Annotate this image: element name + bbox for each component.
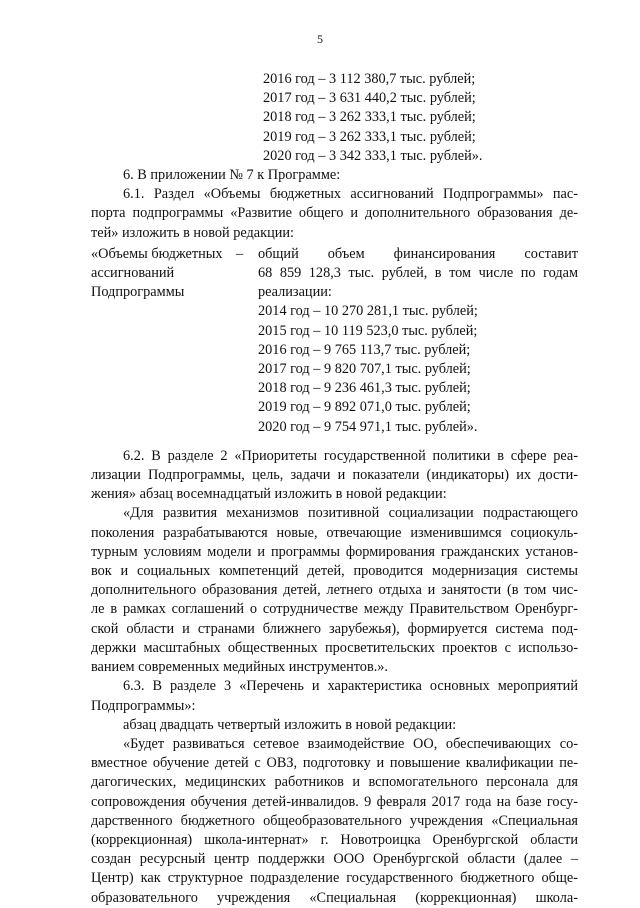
text-line: Центр) как структурное подразделение государственного бюджетного обще- [91,870,578,887]
text-line: дарственного бюджетного общеобразовательного учреждения «Специальная [91,812,578,829]
text-line: (коррекционная) школа-интернат» г. Новотроицка Оренбургской области [91,831,578,848]
year-line: 2017 год – 9 820 707,1 тыс. рублей; [258,361,471,378]
text-line: вместное обучение детей с ОВЗ, подготовку и повышение квалификации пе- [91,755,578,772]
text-line: держки масштабных общественных просветительских проектов с использо- [91,639,578,656]
text-line: «Для развития механизмов позитивной социализации подрастающего [123,505,578,522]
year-line: 2019 год – 3 262 333,1 тыс. рублей; [263,128,476,145]
year-line: 2020 год – 3 342 333,1 тыс. рублей». [263,147,483,164]
text-line: лизации Подпрограммы, цель, задачи и показатели (индикаторы) их дости- [91,467,578,484]
label-line: «Объемы бюджетных [91,245,223,262]
value-line: 68 859 128,3 тыс. рублей, в том числе по годам [258,265,578,282]
text-line: жения» абзац восемнадцатый изложить в новой редакции: [91,486,447,503]
value-line: реализации: [258,284,332,301]
year-line: 2014 год – 10 270 281,1 тыс. рублей; [258,303,478,320]
year-line: 2019 год – 9 892 071,0 тыс. рублей; [258,399,471,416]
year-line: 2016 год – 3 112 380,7 тыс. рублей; [263,71,476,87]
quote-1 [91,504,578,677]
year-line: 2018 год – 3 262 333,1 тыс. рублей; [263,109,476,126]
text-line: сопровождения обучения детей-инвалидов. 9 февраля 2017 года на базе госу- [91,793,578,810]
year-line: 2017 год – 3 631 440,2 тыс. рублей; [263,90,476,107]
page-number: 5 [317,32,323,46]
year-line: 2018 год – 9 236 461,3 тыс. рублей; [258,380,471,397]
value-line: общий объем финансирования составит [258,245,578,262]
item-6-2 [91,447,578,505]
item-6-3 [91,677,578,715]
text-line: создан ресурсный центр поддержки ООО Оренбургской области (далее – [91,851,578,868]
text-line: турным условиям модели и программы формирования гражданских установ- [91,543,578,560]
funding-table [91,245,578,437]
text-line: тей» изложить в новой редакции: [91,224,295,241]
year-line: 2020 год – 9 754 971,1 тыс. рублей». [258,418,478,435]
year-line: 2016 год – 9 765 113,7 тыс. рублей; [258,341,471,358]
funding-dash: – [236,245,244,262]
text-line: ле в рамках соглашений о сотрудничестве между Правительством Оренбург- [91,601,578,618]
document-body [91,70,578,908]
item-6: 6. В приложении № 7 к Программе: [123,167,341,184]
text-line: 6.1. Раздел «Объемы бюджетных ассигнований Подпрограммы» пас- [123,186,578,203]
item-6-1 [91,185,578,243]
text-line: ванием современных медийных инструментов.». [91,659,388,676]
text-line: порта подпрограммы «Развитие общего и дополнительного образования де- [91,205,578,222]
text-line: 6.2. В разделе 2 «Приоритеты государственной политики в сфере реа- [123,447,578,464]
label-line: Подпрограммы [91,284,185,301]
funding-value [258,245,578,437]
text-line: вок и социальных компетенций детей, проводится модернизация системы [91,563,578,580]
funding-label [91,245,236,437]
text-line: ской области и странами ближнего зарубежья), формируется система под- [91,620,578,637]
budget-years-list [91,70,578,166]
text-line: «Будет развиваться сетевое взаимодействие ОО, обеспечивающих со- [123,735,578,752]
text-line: 6.3. В разделе 3 «Перечень и характеристика основных мероприятий [123,678,578,695]
text-line: Подпрограммы»: [91,697,196,714]
label-line: ассигнований [91,265,175,282]
text-line: дагогических, медицинских работников и вспомогательного персонала для [91,774,578,791]
text-line: образовательного учреждения «Специальная (коррекционная) школа- [91,889,578,906]
text-line: дополнительного образования детей, летнего отдыха и занятости (в том чис- [91,582,578,599]
quote-2 [91,735,578,908]
text-line: поколения разрабатываются новые, отвечающие изменившимся социокуль- [91,524,578,541]
year-line: 2015 год – 10 119 523,0 тыс. рублей; [258,322,478,339]
paragraph-24-instruction: абзац двадцать четвертый изложить в новой редакции: [123,716,457,733]
